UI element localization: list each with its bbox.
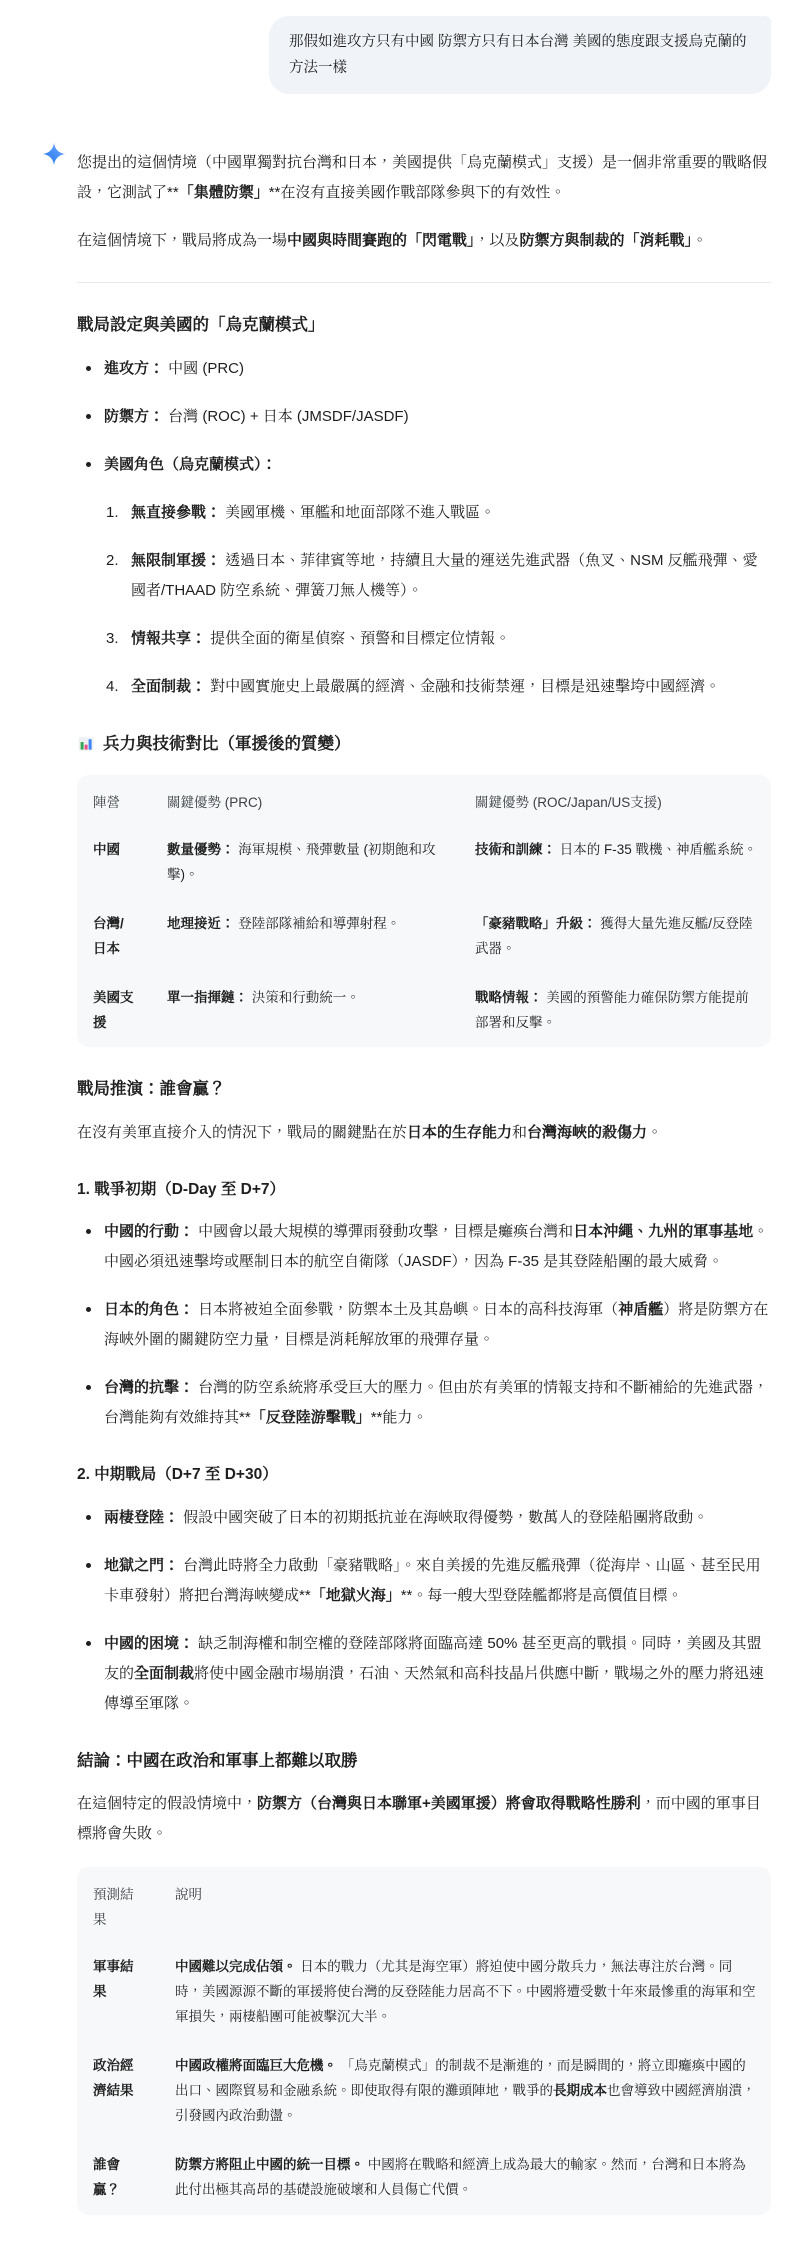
item-text: 中國 (PRC) <box>164 359 245 377</box>
section-divider <box>77 282 771 283</box>
section-title-setup: 戰局設定與美國的「烏克蘭模式」 <box>77 316 325 335</box>
table-cell-outcome: 軍事結果 <box>93 1959 134 2000</box>
table-row-military-outcome <box>77 1943 771 2042</box>
table-header-cell: 陣營 <box>93 794 120 810</box>
table-header-cell: 關鍵優勢 (PRC) <box>167 794 263 810</box>
table-cell-prc-advantage: 數量優勢： 海軍規模、飛彈數量 (初期飽和攻擊)。 <box>167 841 436 882</box>
table-cell-prc-advantage: 單一指揮鏈： 決策和行動統一。 <box>167 989 360 1005</box>
table-row-us-support <box>77 974 771 1048</box>
item-label: 進攻方： <box>104 359 165 377</box>
phase1-list <box>77 1217 771 1433</box>
list-item-china-action: 中國的行動： 中國會以最大規模的導彈雨發動攻擊，目標是癱瘓台灣和日本沖繩、九州的軍事基地。中國必須迅速擊垮或壓制日本的航空自衛隊（JASDF），因為 F-35 是其登陸船團的最大威脅。 <box>77 1217 771 1277</box>
user-message-bubble: 那假如進攻方只有中國 防禦方只有日本台灣 美國的態度跟支援烏克蘭的方法一樣 <box>269 16 771 94</box>
list-item-defender <box>77 402 771 432</box>
response-paragraph-summary: 在這個情境下，戰局將成為一場中國與時間賽跑的「閃電戰」，以及防禦方與制裁的「消耗戰」。 <box>77 232 708 250</box>
list-item-unlimited-aid <box>104 546 771 606</box>
section-title-compare <box>77 732 771 757</box>
us-role-numbered-list <box>104 498 771 702</box>
section-title-conclusion: 結論：中國在政治和軍事上都難以取勝 <box>77 1751 358 1770</box>
bar-chart-icon <box>77 735 95 753</box>
table-row-taiwan-japan <box>77 900 771 974</box>
item-text: 對中國實施史上最嚴厲的經濟、金融和技術禁運，目標是迅速擊垮中國經濟。 <box>206 677 721 695</box>
response-paragraph-intro: 您提出的這個情境（中國單獨對抗台灣和日本，美國提供「烏克蘭模式」支援）是一個非常重要的戰略假設，它測試了**「集體防禦」**在沒有直接美國作戰部隊參與下的有效性。 <box>77 154 768 202</box>
table-cell-roc-advantage: 技術和訓練： 日本的 F-35 戰機、神盾艦系統。 <box>475 841 758 857</box>
assistant-response-row <box>0 94 799 2241</box>
item-text: 提供全面的衛星偵察、預警和目標定位情報。 <box>206 629 511 647</box>
simulation-intro-paragraph: 在沒有美軍直接介入的情況下，戰局的關鍵點在於日本的生存能力和台灣海峽的殺傷力。 <box>77 1124 663 1142</box>
list-item-attacker <box>77 354 771 384</box>
table-cell-faction: 中國 <box>93 841 120 857</box>
table-cell-prc-advantage: 地理接近： 登陸部隊補給和導彈射程。 <box>167 915 401 931</box>
list-item-gates-of-hell: 地獄之門： 台灣此時將全力啟動「豪豬戰略」。來自美援的先進反艦飛彈（從海岸、山區、甚至民用卡車發射）將把台灣海峽變成**「地獄火海」**。每一艘大型登陸艦都將是高價值目標。 <box>77 1551 771 1611</box>
list-item-us-role <box>77 450 771 702</box>
phase2-list <box>77 1503 771 1719</box>
table-header-cell: 關鍵優勢 (ROC/Japan/US支援) <box>475 794 662 810</box>
item-label: 全面制裁： <box>131 677 207 695</box>
table-row-political-outcome <box>77 2042 771 2141</box>
table-cell-description: 防禦方將阻止中國的統一目標。 中國將在戰略和經濟上成為最大的輸家。然而，台灣和日本將為此付出極其高昂的基礎設施破壞和人員傷亡代價。 <box>175 2157 746 2198</box>
user-message-row <box>0 0 799 94</box>
phase1-title: 1. 戰爭初期（D-Day 至 D+7） <box>77 1181 286 1199</box>
table-cell-roc-advantage: 戰略情報： 美國的預警能力確保防禦方能提前部署和反擊。 <box>475 989 749 1030</box>
table-cell-outcome: 誰會贏？ <box>93 2157 120 2198</box>
table-header-cell: 說明 <box>175 1887 202 1903</box>
table-cell-description: 中國難以完成佔領。 日本的戰力（尤其是海空軍）將迫使中國分散兵力，無法專注於台灣。同時，美國源源不斷的軍援將使台灣的反登陸能力居高不下。中國將遭受數十年來最慘重的海軍和空軍損失，兩棲船團可能被擊沉大半。 <box>175 1959 756 2025</box>
section-title-compare-text: 兵力與技術對比（軍援後的質變） <box>103 734 351 753</box>
list-item-japan-role: 日本的角色： 日本將被迫全面參戰，防禦本土及其島嶼。日本的高科技海軍（神盾艦）將是防禦方在海峽外圍的關鍵防空力量，目標是消耗解放軍的飛彈存量。 <box>77 1295 771 1355</box>
list-item-china-dilemma: 中國的困境： 缺乏制海權和制空權的登陸部隊將面臨高達 50% 甚至更高的戰損。同時，美國及其盟友的全面制裁將使中國金融市場崩潰，石油、天然氣和高科技晶片供應中斷，戰場之外的壓力將迅速傳導至軍隊。 <box>77 1629 771 1719</box>
conclusion-paragraph: 在這個特定的假設情境中，防禦方（台灣與日本聯軍+美國軍援）將會取得戰略性勝利，而中國的軍事目標將會失敗。 <box>77 1795 761 1843</box>
item-text: 美國軍機、軍艦和地面部隊不進入戰區。 <box>221 503 496 521</box>
item-label: 無直接參戰： <box>131 503 222 521</box>
item-label: 無限制軍援： <box>131 551 222 569</box>
table-row-china <box>77 826 771 900</box>
table-cell-faction: 台灣/日本 <box>93 915 124 956</box>
table-header-row <box>77 775 771 826</box>
item-label: 防禦方： <box>104 407 165 425</box>
setup-list <box>77 354 771 702</box>
table-header-row <box>77 1867 771 1943</box>
table-cell-description: 中國政權將面臨巨大危機。 「烏克蘭模式」的制裁不是漸進的，而是瞬間的，將立即癱瘓中國的出口、國際貿易和金融系統。即使取得有限的灘頭陣地，戰爭的長期成本也會導致中國經濟崩潰，引發國內政治動盪。 <box>175 2058 756 2124</box>
phase2-title: 2. 中期戰局（D+7 至 D+30） <box>77 1466 278 1484</box>
table-cell-outcome: 政治經濟結果 <box>93 2058 134 2099</box>
gemini-sparkle-icon <box>42 142 66 166</box>
table-cell-roc-advantage: 「豪豬戰略」升級： 獲得大量先進反艦/反登陸武器。 <box>475 915 753 956</box>
item-label: 情報共享： <box>131 629 207 647</box>
table-row-who-wins <box>77 2141 771 2215</box>
assistant-response-content <box>77 134 771 2241</box>
list-item-no-combat <box>104 498 771 528</box>
item-label: 美國角色（烏克蘭模式）： <box>104 455 277 473</box>
list-item-taiwan-resistance: 台灣的抗擊： 台灣的防空系統將承受巨大的壓力。但由於有美軍的情報支持和不斷補給的先進武器，台灣能夠有效維持其**「反登陸游擊戰」**能力。 <box>77 1373 771 1433</box>
section-title-simulation: 戰局推演：誰會贏？ <box>77 1080 226 1099</box>
list-item-sanctions <box>104 672 771 702</box>
table-header-cell: 預測結果 <box>93 1887 134 1928</box>
list-item-amphibious-landing: 兩棲登陸： 假設中國突破了日本的初期抵抗並在海峽取得優勢，數萬人的登陸船團將啟動。 <box>77 1503 771 1533</box>
item-text: 透過日本、菲律賓等地，持續且大量的運送先進武器（魚叉、NSM 反艦飛彈、愛國者/THAAD 防空系統、彈簧刀無人機等）。 <box>131 551 758 599</box>
list-item-intel-sharing <box>104 624 771 654</box>
prediction-table <box>77 1867 771 2215</box>
force-comparison-table <box>77 775 771 1048</box>
item-text: 台灣 (ROC) + 日本 (JMSDF/JASDF) <box>164 407 409 425</box>
table-cell-faction: 美國支援 <box>93 989 134 1030</box>
